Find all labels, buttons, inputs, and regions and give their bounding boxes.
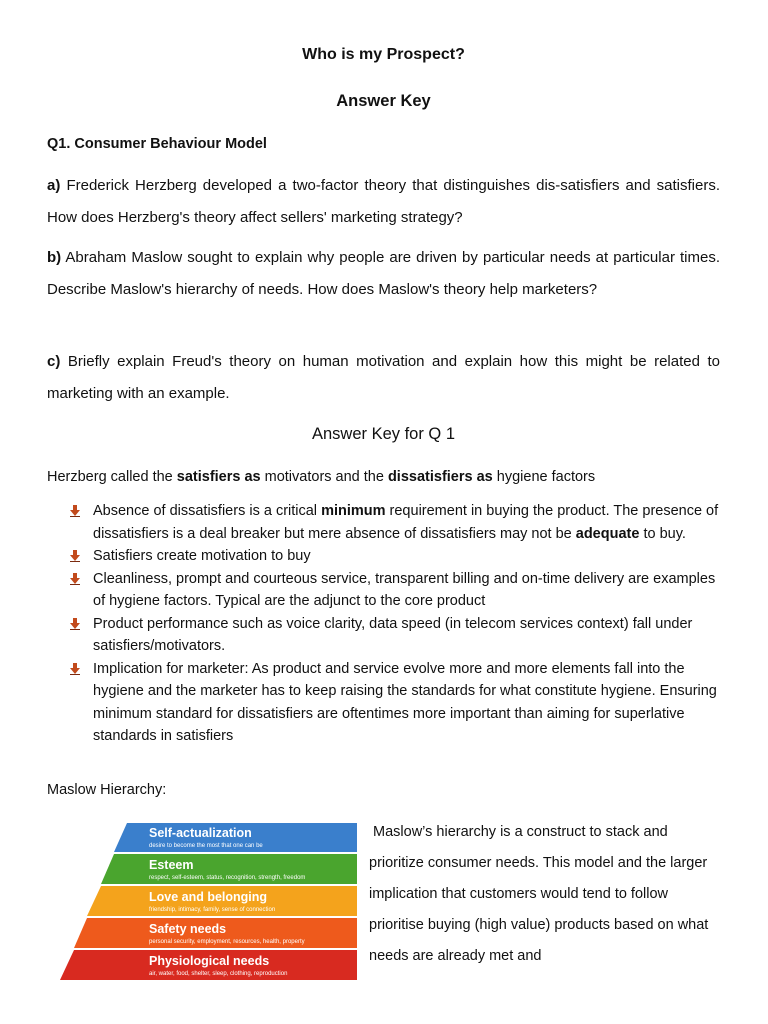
pyramid-level-desc: friendship, intimacy, family, sense of connection: [149, 907, 276, 913]
pyramid-level-physiological: [60, 950, 357, 980]
pyramid-level-desc: desire to become the most that one can be: [149, 843, 263, 849]
bullet-text-p2: requirement in buying the product. The presence of dissatisfiers is a deal breaker but mere absence of dissatisfiers may not be: [93, 503, 719, 542]
bullet-item: [69, 500, 724, 545]
herzberg-bullet-list: [69, 500, 724, 748]
bullet-text-p3: to buy.: [639, 525, 686, 542]
question-c-label: c): [47, 353, 61, 370]
bullet-bold-minimum: minimum: [321, 503, 386, 519]
document-subtitle: Answer Key: [336, 92, 431, 110]
arrow-bullet-icon: [69, 505, 81, 517]
maslow-explanation: [369, 817, 724, 972]
herzberg-intro-p1: Herzberg called the: [47, 469, 177, 485]
pyramid-level-title: Physiological needs: [149, 954, 270, 968]
answer-key-heading: Answer Key for Q 1: [311, 425, 456, 443]
q1-heading: Q1. Consumer Behaviour Model: [47, 136, 267, 152]
question-c: [47, 346, 720, 409]
bullet-text: Satisfiers create motivation to buy: [93, 548, 311, 564]
herzberg-intro-b1: satisfiers as: [176, 469, 261, 485]
pyramid-level-love-belonging: [87, 886, 357, 916]
arrow-bullet-icon: [69, 663, 81, 675]
document-title: Who is my Prospect?: [302, 46, 465, 63]
question-a-label: a): [47, 177, 61, 194]
pyramid-level-self-actualization: [114, 823, 357, 852]
pyramid-level-title: Safety needs: [149, 922, 227, 936]
question-b-text: Abraham Maslow sought to explain why people are driven by particular needs at particular times. Describe Maslow's hierarchy of needs. How does Maslow's theory help marketers?: [47, 249, 721, 298]
bullet-item: [69, 658, 724, 748]
question-b: [47, 242, 720, 305]
herzberg-intro: [47, 469, 595, 485]
bullet-text: Cleanliness, prompt and courteous service, transparent billing and on-time delivery are examples of hygiene factors. Typical are the adjunct to the core product: [93, 570, 716, 609]
bullet-text: Product performance such as voice clarity, data speed (in telecom services context) fall under satisfiers/motivators.: [93, 615, 693, 654]
bullet-text: Implication for marketer: As product and service evolve more and more elements fall into the hygiene and the marketer has to keep raising the standards for what constitute hygiene. Ensuring minimum standard for dissatisfiers are oftentimes more important than aiming for superlative standards in satisfiers: [93, 660, 717, 744]
question-a: [47, 170, 720, 233]
question-a-text: Frederick Herzberg developed a two-factor theory that distinguishes dis-satisfiers and satisfiers. How does Herzberg's theory affect sellers' marketing strategy?: [47, 177, 721, 226]
bullet-bold-adequate: adequate: [575, 525, 640, 542]
document-page: [47, 0, 720, 1024]
maslow-heading: Maslow Hierarchy:: [47, 782, 167, 798]
question-c-text: Briefly explain Freud's theory on human motivation and explain how this might be related to marketing with an example.: [47, 353, 720, 402]
bullet-item: [69, 568, 724, 613]
maslow-pyramid-diagram: [47, 818, 357, 986]
pyramid-level-desc: respect, self-esteem, status, recognition, strength, freedom: [149, 875, 306, 881]
pyramid-level-title: Self-actualization: [149, 826, 252, 840]
bullet-item: [69, 613, 724, 658]
pyramid-level-safety: [74, 918, 357, 948]
pyramid-level-desc: personal security, employment, resources, health, property: [149, 939, 305, 945]
pyramid-level-title: Love and belonging: [149, 890, 268, 904]
question-b-label: b): [47, 249, 62, 266]
herzberg-intro-b2: dissatisfiers as: [387, 469, 493, 485]
bullet-text-p1: Absence of dissatisfiers is a critical: [93, 503, 322, 519]
arrow-bullet-icon: [69, 618, 81, 630]
pyramid-level-title: Esteem: [149, 858, 194, 872]
arrow-bullet-icon: [69, 573, 81, 585]
maslow-explanation-text: Maslow’s hierarchy is a construct to stack and prioritize consumer needs. This model and the larger implication that customers would tend to follow prioritise buying (high value) products based on what needs are already met and: [369, 824, 709, 964]
pyramid-level-esteem: [101, 854, 357, 884]
herzberg-intro-p2: motivators and the: [260, 469, 388, 485]
herzberg-intro-p3: hygiene factors: [492, 469, 596, 485]
bullet-item: [69, 545, 724, 568]
pyramid-level-desc: air, water, food, shelter, sleep, clothing, reproduction: [149, 971, 288, 977]
arrow-bullet-icon: [69, 550, 81, 562]
